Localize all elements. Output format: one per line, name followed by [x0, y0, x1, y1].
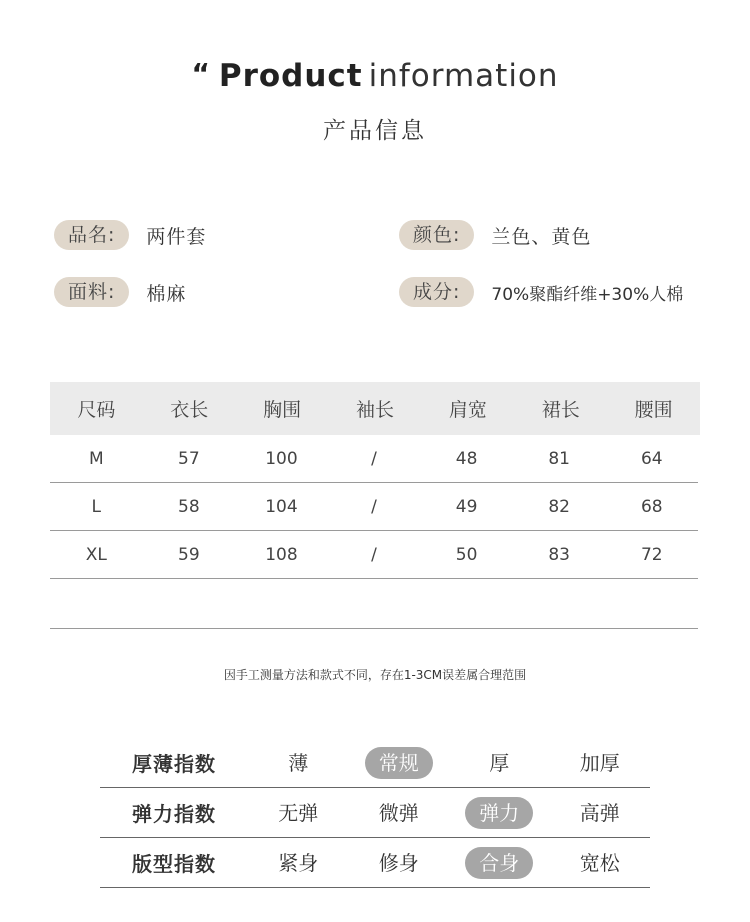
header-cell: 胸围 — [263, 399, 302, 421]
empty-row — [50, 579, 698, 629]
table-cell: L — [91, 496, 102, 517]
header-cell: 袖长 — [356, 399, 395, 421]
table-cell: 59 — [178, 544, 200, 565]
row-label: 弹力指数 — [132, 802, 216, 826]
size-table-header — [50, 382, 700, 435]
elasticity-row — [100, 788, 650, 838]
option: 薄 — [288, 750, 309, 775]
title-light: information — [368, 58, 559, 94]
option-selected: 常规 — [365, 747, 433, 779]
option: 修身 — [378, 850, 419, 875]
option: 无弹 — [278, 800, 319, 825]
table-row — [50, 435, 698, 483]
table-cell: 58 — [178, 496, 200, 517]
row-label: 厚薄指数 — [132, 752, 216, 776]
header-cell: 尺码 — [77, 399, 116, 421]
name-value: 两件套 — [146, 225, 207, 248]
table-cell: 81 — [548, 448, 570, 469]
table-cell: 64 — [640, 448, 663, 469]
info-fabric — [54, 277, 186, 307]
table-cell: XL — [85, 544, 107, 565]
table-cell: 108 — [265, 544, 298, 565]
option: 宽松 — [579, 850, 620, 875]
fit-row — [100, 838, 650, 888]
table-cell: / — [371, 544, 377, 565]
table-cell: 82 — [548, 496, 570, 517]
color-value: 兰色、黄色 — [491, 225, 592, 248]
table-cell: / — [371, 448, 377, 469]
header-cell: 衣长 — [170, 399, 209, 421]
option: 微弹 — [378, 800, 419, 825]
table-cell: / — [371, 496, 377, 517]
table-cell: 68 — [640, 496, 663, 517]
header-cell: 裙长 — [541, 399, 580, 421]
measurement-note: 因手工测量方法和款式不同，存在1-3CM误差属合理范围 — [223, 668, 527, 682]
header-cell: 肩宽 — [448, 399, 487, 421]
table-cell: 104 — [265, 496, 298, 517]
option-selected: 合身 — [465, 847, 533, 879]
fabric-value: 棉麻 — [146, 282, 187, 305]
page-title — [0, 58, 750, 94]
composition-value: 70%聚酯纤维+30%人棉 — [491, 284, 684, 305]
option-selected: 弹力 — [465, 797, 533, 829]
size-table — [50, 382, 700, 629]
option: 厚 — [489, 750, 510, 775]
table-cell: 50 — [455, 544, 478, 565]
table-row — [50, 483, 698, 531]
table-row — [50, 531, 698, 579]
table-cell: 83 — [548, 544, 570, 565]
index-table — [100, 738, 650, 888]
color-label: 颜色: — [399, 220, 474, 250]
thickness-row — [100, 738, 650, 788]
table-cell: M — [88, 448, 104, 469]
header-cell: 腰围 — [634, 399, 673, 421]
info-name — [54, 220, 206, 250]
option: 加厚 — [579, 750, 620, 775]
table-cell: 100 — [265, 448, 298, 469]
page-subtitle: 产品信息 — [323, 118, 427, 144]
title-bold: Product — [218, 58, 363, 94]
option: 紧身 — [278, 850, 319, 875]
table-cell: 57 — [178, 448, 200, 469]
option: 高弹 — [579, 800, 620, 825]
row-label: 版型指数 — [132, 852, 216, 876]
quote-mark: “ — [191, 57, 211, 90]
name-label: 品名: — [54, 220, 129, 250]
info-color — [399, 220, 591, 250]
fabric-label: 面料: — [54, 277, 129, 307]
composition-label: 成分: — [399, 277, 474, 307]
table-cell: 49 — [455, 496, 478, 517]
table-cell: 72 — [640, 544, 663, 565]
info-composition — [399, 277, 683, 307]
table-cell: 48 — [455, 448, 478, 469]
